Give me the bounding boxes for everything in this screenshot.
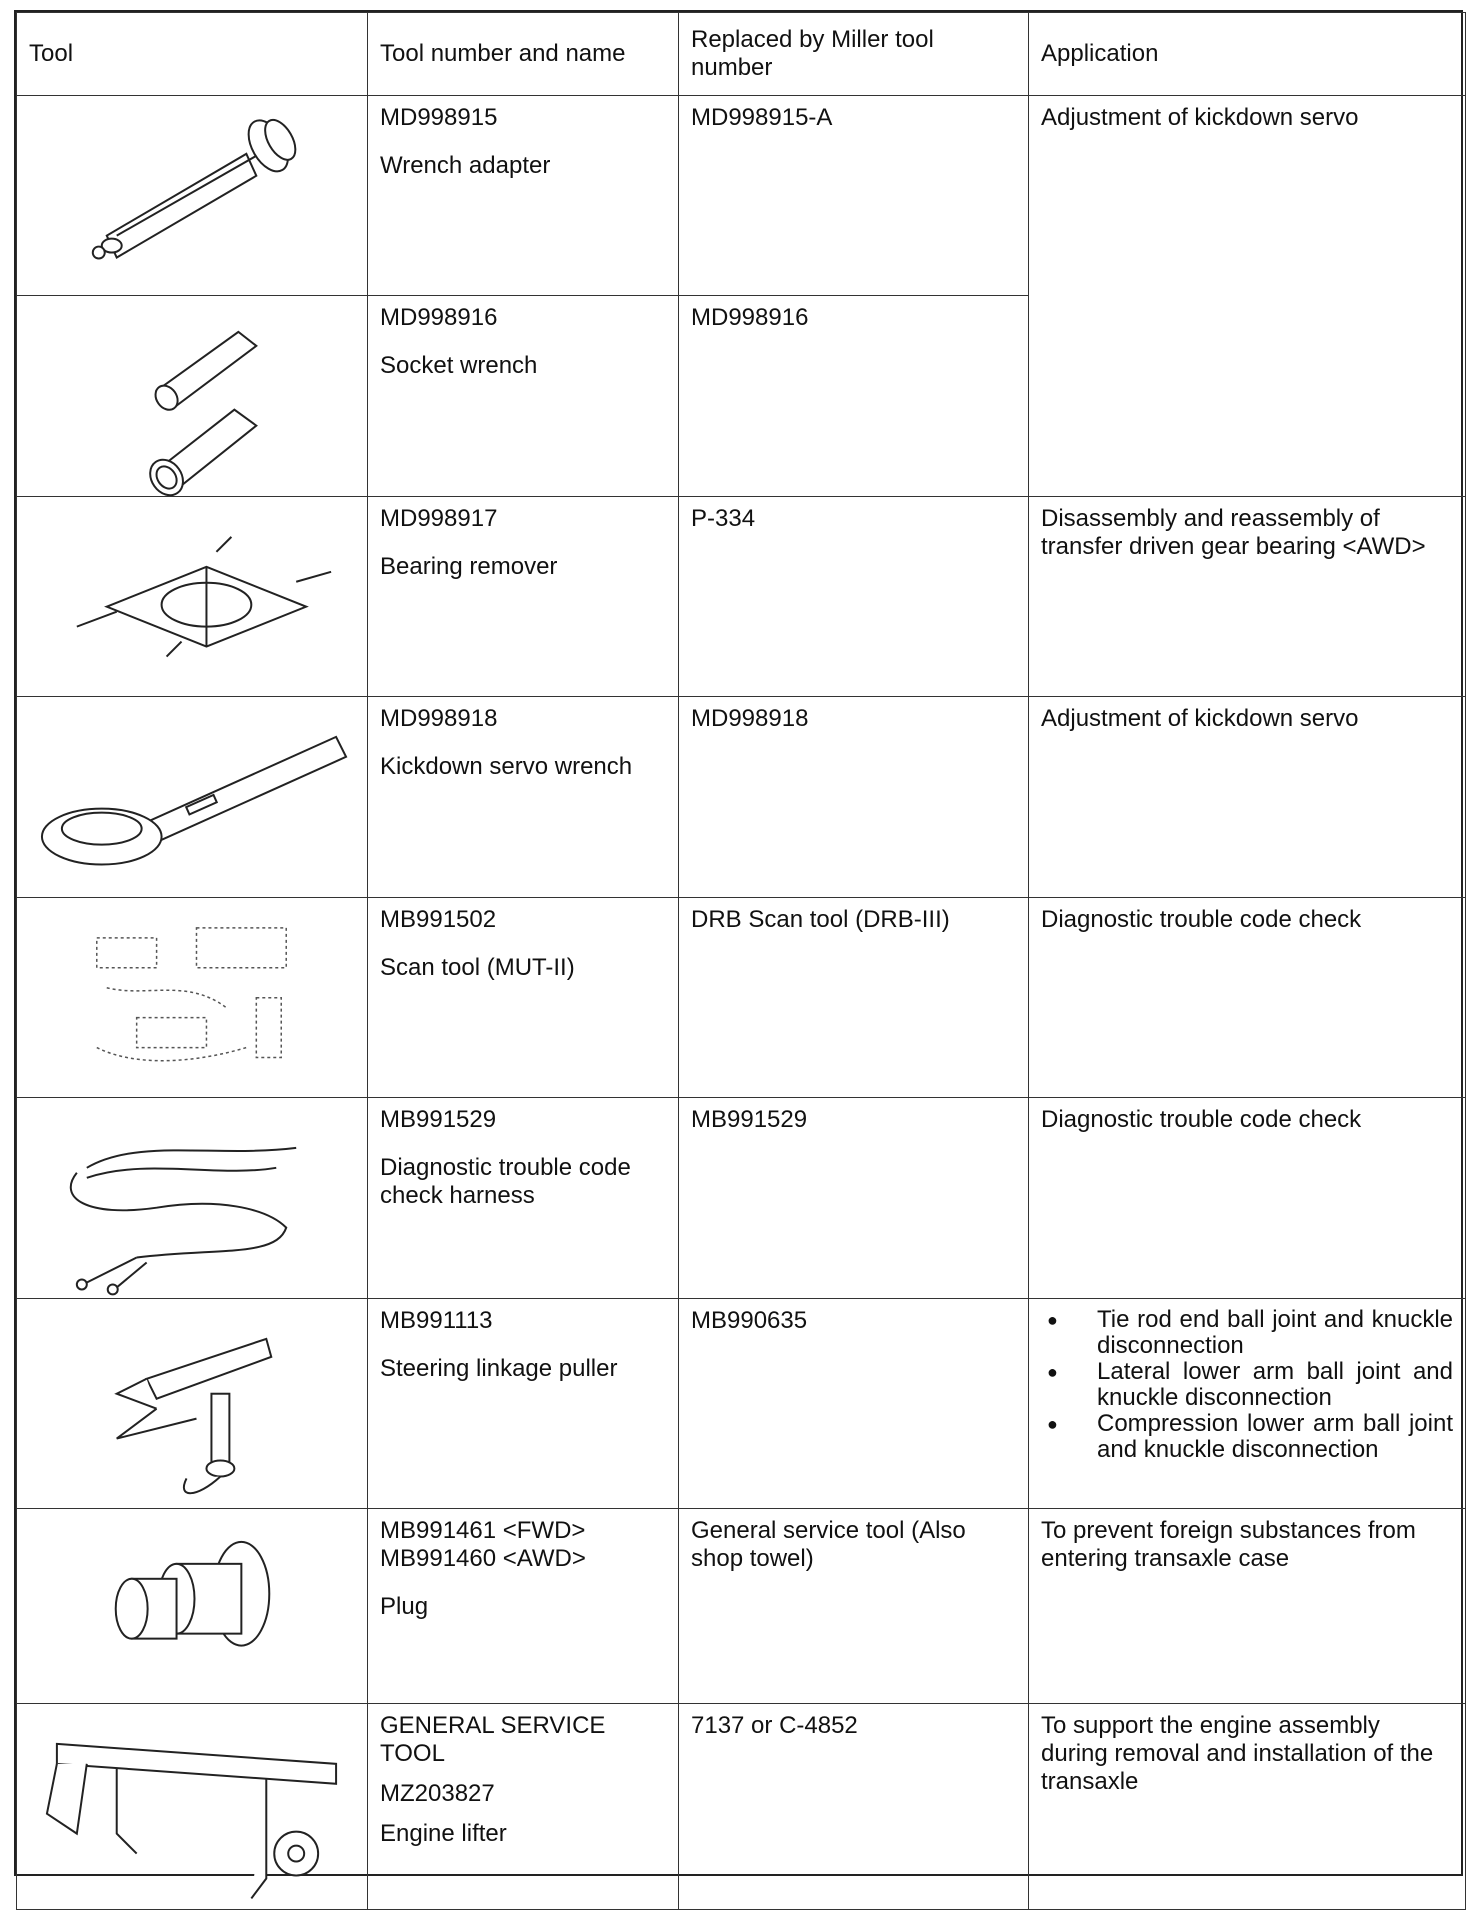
miller-cell: MB991529	[679, 1098, 1029, 1298]
miller-cell: DRB Scan tool (DRB-III)	[679, 897, 1029, 1097]
table-row	[17, 1508, 1466, 1703]
application-cell: Disassembly and reassembly of transfer driven gear bearing <AWD>	[1029, 496, 1466, 696]
tool-number-name-cell	[368, 697, 679, 897]
header-miller: Replaced by Miller tool number	[679, 13, 1029, 96]
tool-image-cell	[17, 1704, 368, 1909]
linkage-puller-icon	[17, 1299, 367, 1508]
tool-name: Wrench adapter	[380, 152, 551, 179]
tool-number-name-cell	[368, 96, 679, 296]
tool-number: MB991502	[380, 905, 497, 933]
tool-image-cell	[17, 1508, 368, 1703]
application-cell	[1029, 1298, 1466, 1508]
special-tools-table	[14, 10, 1463, 1876]
tool-image-cell	[17, 897, 368, 1097]
socket-wrench-icon	[17, 296, 367, 495]
table-row	[17, 1098, 1466, 1298]
tool-number-name-cell	[368, 897, 679, 1097]
bearing-remover-icon	[17, 497, 367, 696]
tool-image-cell	[17, 96, 368, 296]
tool-image-cell	[17, 496, 368, 696]
application-list	[1041, 1307, 1453, 1463]
tool-number-name-cell	[368, 496, 679, 696]
miller-cell: MD998918	[679, 697, 1029, 897]
application-cell: Diagnostic trouble code check	[1029, 1098, 1466, 1298]
tool-image-cell	[17, 697, 368, 897]
tool-name: Plug	[380, 1592, 429, 1620]
tool-number: MB991113	[380, 1306, 493, 1334]
header-application: Application	[1029, 13, 1466, 96]
tool-name: Bearing remover	[380, 552, 558, 580]
table-row	[17, 697, 1466, 897]
tool-number-name-cell	[368, 1704, 679, 1909]
list-item: ● Lateral lower arm ball joint and knuckle disconnection	[1041, 1359, 1453, 1411]
scan-tool-icon	[17, 898, 367, 1097]
plug-icon	[17, 1509, 367, 1703]
tool-number-name-cell	[368, 1098, 679, 1298]
wrench-adapter-icon	[17, 96, 367, 295]
list-item: ● Compression lower arm ball joint and knuckle disconnection	[1041, 1411, 1453, 1463]
tool-image-cell	[17, 296, 368, 496]
header-number-name: Tool number and name	[368, 13, 679, 96]
tool-number-name-cell	[368, 1508, 679, 1703]
miller-cell: 7137 or C-4852	[679, 1704, 1029, 1909]
tool-name: Engine lifter	[380, 1820, 507, 1848]
miller-cell: General service tool (Also shop towel)	[679, 1508, 1029, 1703]
tool-number-name-cell	[368, 296, 679, 496]
tool-number-secondary: MB991460 <AWD>	[380, 1544, 586, 1572]
application-cell: Adjustment of kickdown servo	[1029, 96, 1466, 497]
tool-number-secondary: MZ203827	[380, 1780, 495, 1808]
engine-lifter-icon	[17, 1704, 367, 1908]
application-cell: Diagnostic trouble code check	[1029, 897, 1466, 1097]
application-cell: To support the engine assembly during removal and installation of the transaxle	[1029, 1704, 1466, 1909]
tool-number: GENERAL SERVICE TOOL	[380, 1712, 606, 1768]
miller-cell: P-334	[679, 496, 1029, 696]
application-cell: Adjustment of kickdown servo	[1029, 697, 1466, 897]
tool-number: MD998916	[380, 304, 498, 332]
tool-name: Kickdown servo wrench	[380, 753, 633, 781]
tool-number: MD998918	[380, 705, 498, 733]
table-row	[17, 496, 1466, 696]
list-item: ● Tie rod end ball joint and knuckle disconnection	[1041, 1307, 1453, 1359]
table-row	[17, 897, 1466, 1097]
tool-name: Diagnostic trouble code check harness	[380, 1154, 631, 1210]
check-harness-icon	[17, 1098, 367, 1297]
table-row	[17, 96, 1466, 296]
tool-image-cell	[17, 1298, 368, 1508]
tool-image-cell	[17, 1098, 368, 1298]
tool-number: MD998915	[380, 104, 498, 131]
table-row	[17, 1704, 1466, 1909]
table-row	[17, 1298, 1466, 1508]
tool-number: MD998917	[380, 504, 498, 532]
tool-number-name-cell	[368, 1298, 679, 1508]
tool-number: MB991461 <FWD>	[380, 1516, 586, 1544]
tool-number: MB991529	[380, 1106, 497, 1134]
kickdown-servo-wrench-icon	[17, 697, 367, 896]
miller-cell: MB990635	[679, 1298, 1029, 1508]
tool-name: Socket wrench	[380, 352, 538, 380]
miller-cell: MD998915-A	[679, 96, 1029, 296]
tool-name: Scan tool (MUT-II)	[380, 953, 575, 981]
header-tool: Tool	[17, 13, 368, 96]
application-cell: To prevent foreign substances from entering transaxle case	[1029, 1508, 1466, 1703]
header-row	[17, 13, 1466, 96]
miller-cell: MD998916	[679, 296, 1029, 496]
tool-name: Steering linkage puller	[380, 1354, 618, 1382]
